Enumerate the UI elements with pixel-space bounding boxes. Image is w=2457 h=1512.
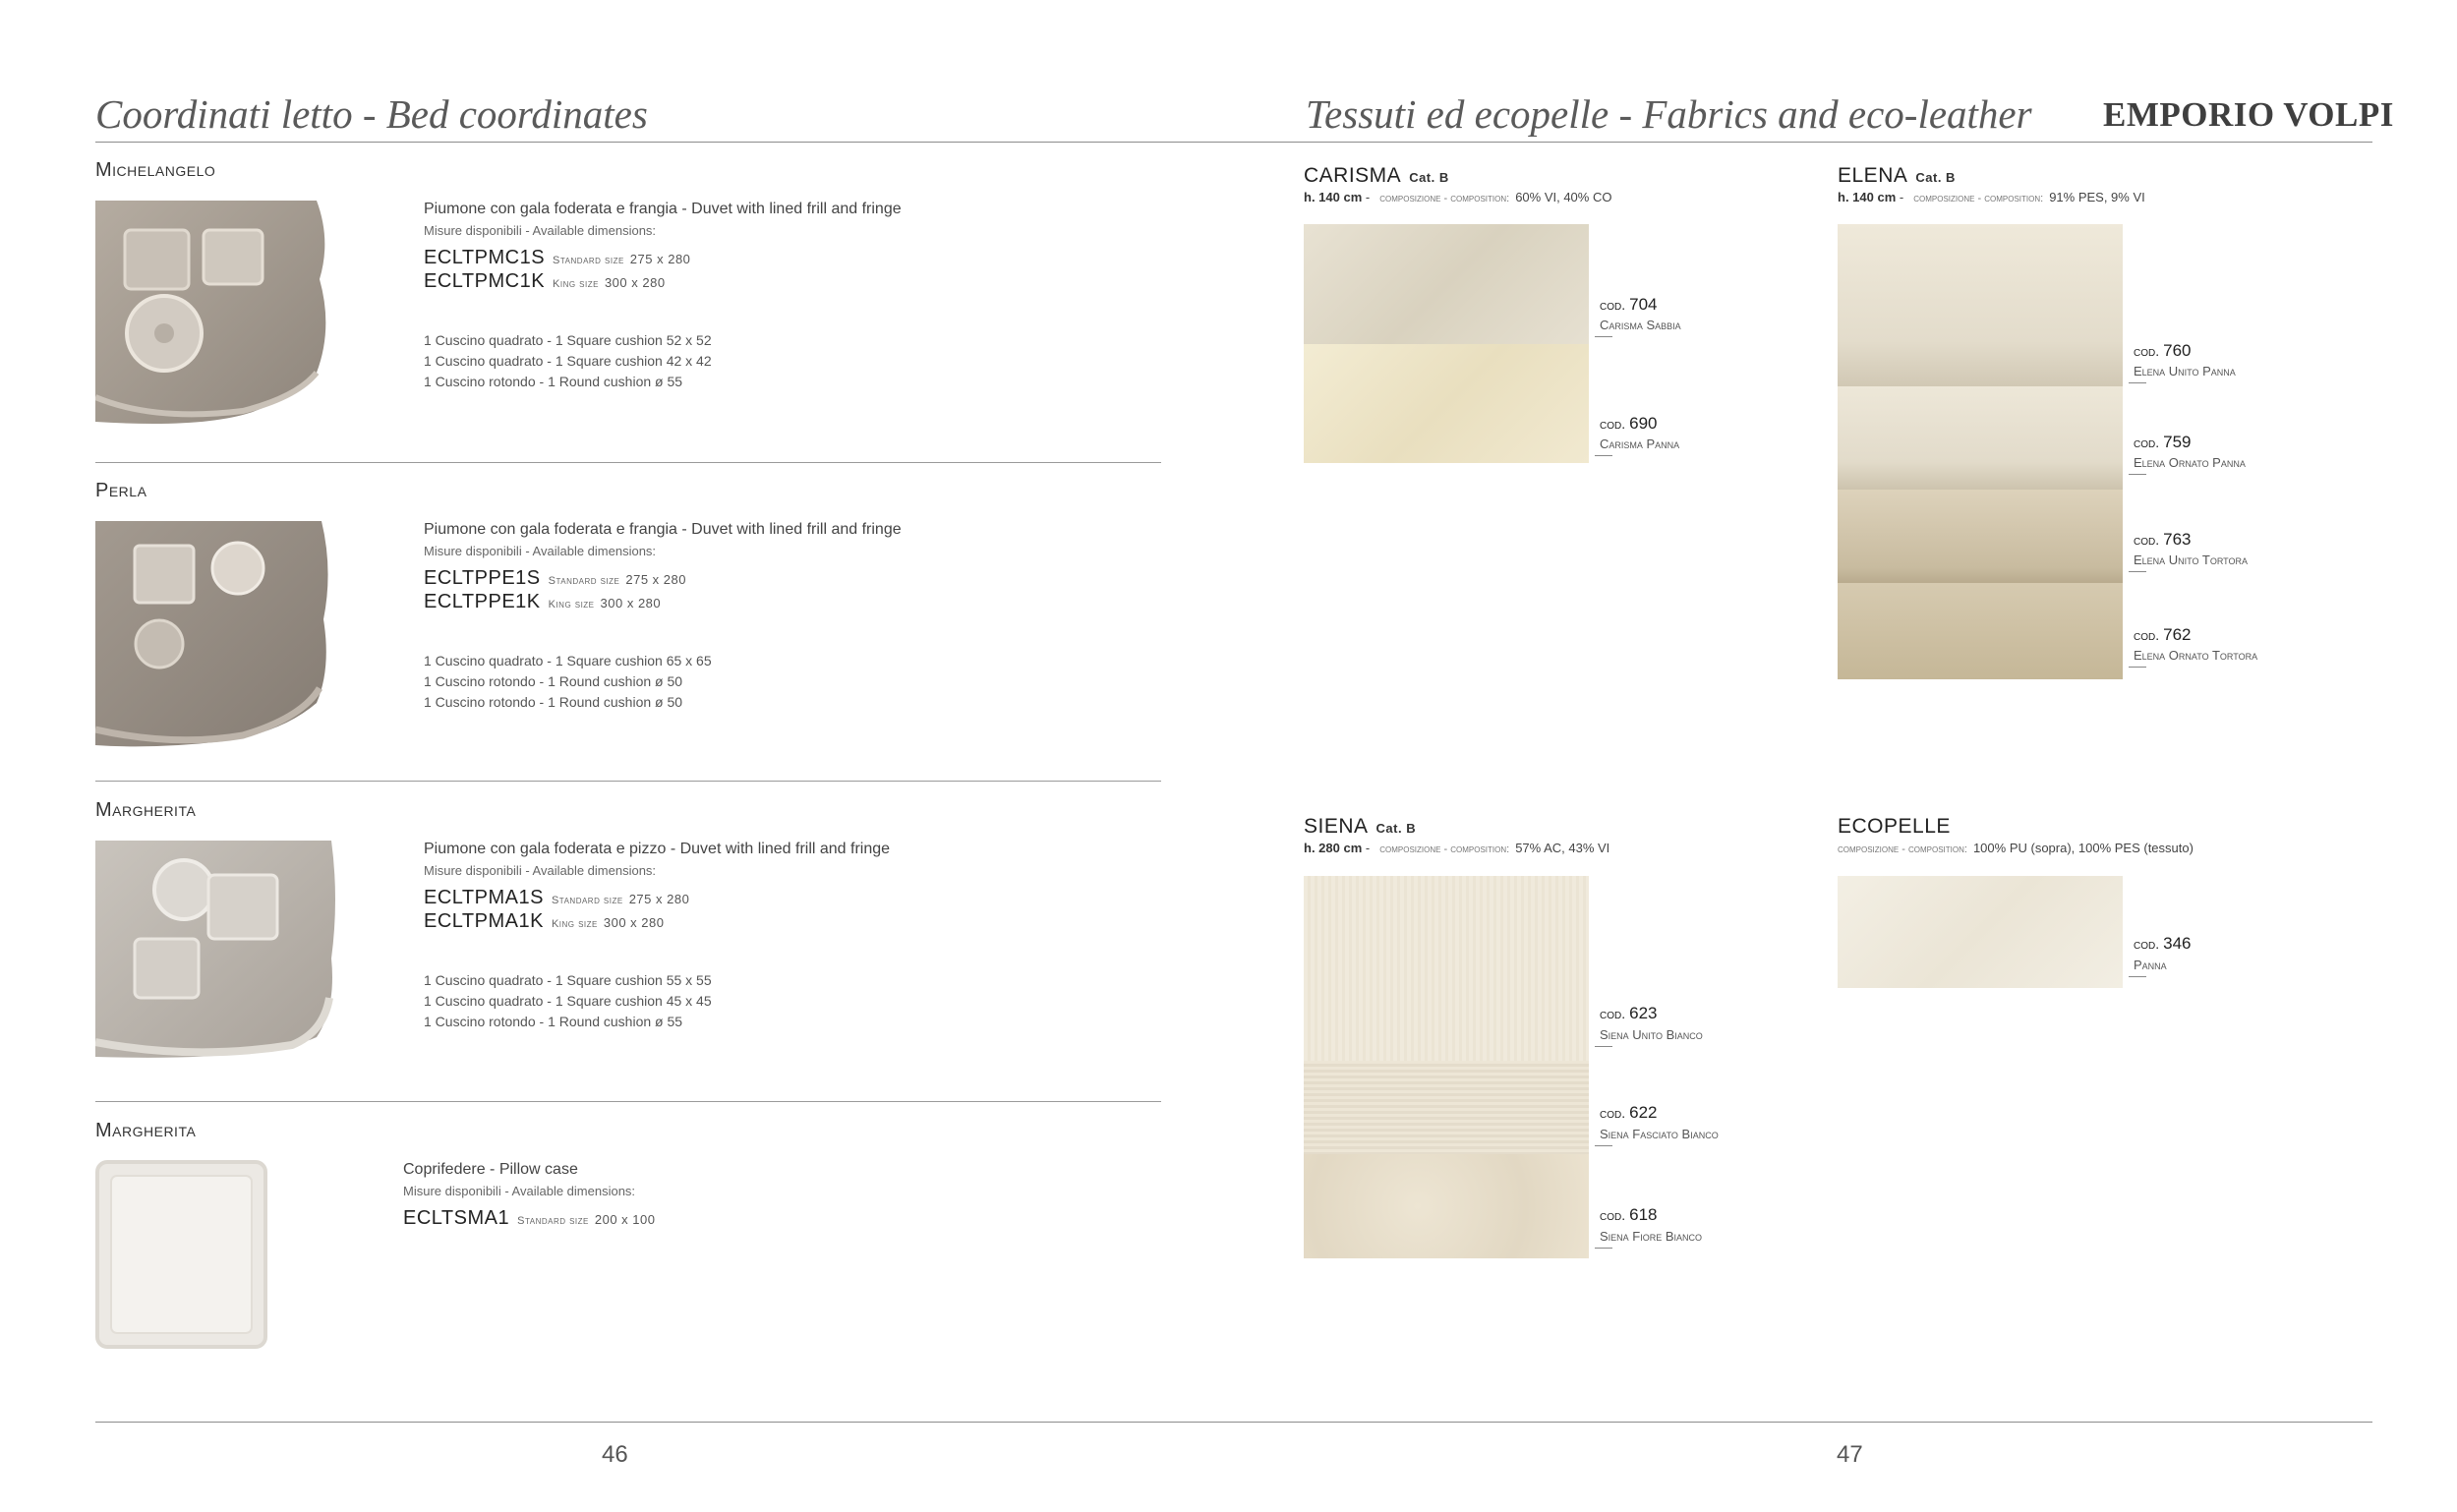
size-value: 300 x 280 (603, 915, 665, 930)
cod-number: 346 (2163, 934, 2192, 953)
swatch-tick (1595, 1145, 1612, 1146)
swatch-tick (1595, 336, 1612, 337)
fabric-title-elena (1838, 164, 1956, 188)
fabric-title-carisma (1304, 164, 1449, 188)
product-code: ECLTSMA1 (403, 1207, 510, 1229)
available-dimensions-label: Misure disponibili - Available dimensions: (424, 863, 657, 878)
product-desc-pillowcase: Coprifedere - Pillow case (403, 1161, 578, 1178)
swatch-name: Panna (2134, 958, 2167, 972)
cod-number: 760 (2163, 341, 2192, 360)
cod-label: cod. (2134, 936, 2160, 952)
cushion-item: 1 Cuscino quadrato - 1 Square cushion 55 x 55 (424, 972, 712, 988)
swatch-code (1600, 414, 1658, 434)
fabric-name: ECOPELLE (1838, 815, 1951, 838)
swatch-name: Elena Ornato Panna (2134, 455, 2246, 470)
product-code: ECLTPPE1S (424, 567, 541, 589)
swatch-tick (2129, 976, 2146, 977)
swatch-code (2134, 530, 2192, 550)
section-divider (95, 1101, 1161, 1102)
fabric-sep: - (1365, 841, 1371, 855)
cod-label: cod. (2134, 627, 2160, 643)
available-dimensions-label: Misure disponibili - Available dimensions: (403, 1184, 636, 1198)
product-code-row (424, 591, 661, 613)
composition-value: 57% AC, 43% VI (1515, 841, 1610, 855)
swatch-code (1600, 1103, 1658, 1123)
composition-value: 60% VI, 40% CO (1515, 190, 1612, 204)
composition-label: composizione - composition: (1913, 193, 2044, 204)
fabric-title-siena (1304, 815, 1416, 839)
header-rule (95, 142, 2372, 143)
product-code: ECLTPPE1K (424, 591, 541, 612)
swatch-ecopelle-346 (1838, 876, 2123, 988)
cod-number: 704 (1629, 295, 1658, 314)
product-code-row (424, 270, 666, 293)
size-label: King size (551, 918, 598, 930)
swatch-tick (1595, 1248, 1612, 1249)
swatch-code (2134, 341, 2192, 361)
cod-label: cod. (2134, 343, 2160, 359)
composition-label: composizione - composition: (1379, 843, 1510, 855)
product-code: ECLTPMC1K (424, 270, 546, 292)
product-code-row (424, 567, 686, 590)
fabric-info-siena (1304, 841, 1609, 855)
cod-label: cod. (1600, 297, 1626, 313)
product-desc-margherita: Piumone con gala foderata e pizzo - Duvet with lined frill and fringe (424, 841, 891, 857)
swatch-code (2134, 934, 2192, 954)
size-value: 300 x 280 (604, 275, 666, 290)
bedding-photo-michelangelo (95, 201, 331, 427)
section-title-margherita: Margherita (95, 799, 197, 821)
size-value: 200 x 100 (594, 1212, 656, 1227)
swatch-tick (1595, 1046, 1612, 1047)
section-title-margherita-pillowcase: Margherita (95, 1120, 197, 1141)
fabric-sep: - (1899, 190, 1904, 204)
size-value: 275 x 280 (628, 892, 690, 906)
fabric-info-elena (1838, 190, 2145, 204)
fabric-title-ecopelle (1838, 815, 1951, 839)
size-label: King size (548, 599, 595, 611)
product-desc-michelangelo: Piumone con gala foderata e frangia - Duvet with lined frill and fringe (424, 201, 902, 217)
swatch-name: Siena Fasciato Bianco (1600, 1127, 1719, 1141)
size-label: Standard size (551, 895, 623, 906)
cod-label: cod. (2134, 532, 2160, 548)
size-label: Standard size (548, 575, 620, 587)
cod-number: 762 (2163, 625, 2192, 644)
product-code-row (424, 887, 689, 909)
left-page-title: Coordinati letto - Bed coordinates (95, 91, 648, 137)
available-dimensions-label: Misure disponibili - Available dimensions: (424, 223, 657, 238)
cushion-list (424, 970, 712, 1032)
bedding-photo-margherita (95, 841, 336, 1062)
cushion-item: 1 Cuscino rotondo - 1 Round cushion ø 55 (424, 374, 683, 389)
cod-label: cod. (1600, 1207, 1626, 1223)
composition-label: composizione - composition: (1838, 843, 1967, 855)
brand-logo: EMPORIO VOLPI (2103, 95, 2394, 134)
footer-rule (95, 1422, 2372, 1423)
swatch-siena-618 (1304, 1154, 1589, 1258)
page-number-left: 46 (602, 1441, 628, 1468)
fabric-sep: - (1365, 190, 1371, 204)
section-divider (95, 462, 1161, 463)
size-label: King size (553, 278, 599, 290)
product-code-row (424, 247, 690, 269)
swatch-tick (2129, 382, 2146, 383)
cod-number: 618 (1629, 1205, 1658, 1224)
size-value: 275 x 280 (625, 572, 686, 587)
available-dimensions-label: Misure disponibili - Available dimensions: (424, 544, 657, 558)
swatch-code (1600, 1004, 1658, 1023)
fabric-category: Cat. B (1915, 170, 1956, 185)
size-value: 275 x 280 (629, 252, 691, 266)
cushion-item: 1 Cuscino rotondo - 1 Round cushion ø 50 (424, 673, 683, 689)
swatch-name: Siena Fiore Bianco (1600, 1229, 1703, 1244)
swatch-elena-762 (1838, 583, 2123, 679)
cod-number: 623 (1629, 1004, 1658, 1022)
product-code-row (424, 910, 664, 933)
composition-value: 91% PES, 9% VI (2049, 190, 2145, 204)
product-code: ECLTPMA1K (424, 910, 544, 932)
swatch-name: Elena Unito Tortora (2134, 552, 2249, 567)
fabric-info-carisma (1304, 190, 1611, 204)
swatch-tick (2129, 667, 2146, 668)
cod-label: cod. (1600, 1105, 1626, 1121)
cod-number: 763 (2163, 530, 2192, 549)
swatch-code (1600, 295, 1658, 315)
cushion-list (424, 651, 712, 713)
fabric-name: CARISMA (1304, 164, 1402, 187)
swatch-code (2134, 625, 2192, 645)
page-number-right: 47 (1837, 1441, 1863, 1468)
swatch-name: Elena Unito Panna (2134, 364, 2236, 378)
swatch-elena-763-shade (1838, 490, 2123, 588)
cod-number: 622 (1629, 1103, 1658, 1122)
fabric-category: Cat. B (1409, 170, 1449, 185)
cushion-item: 1 Cuscino quadrato - 1 Square cushion 52 x 52 (424, 332, 712, 348)
swatch-tick (1595, 455, 1612, 456)
section-title-perla: Perla (95, 480, 147, 501)
fabric-name: SIENA (1304, 815, 1369, 838)
fabric-height: h. 140 cm (1838, 190, 1897, 204)
size-label: Standard size (517, 1215, 589, 1227)
product-code: ECLTPMC1S (424, 247, 546, 268)
size-label: Standard size (553, 255, 624, 266)
swatch-tick (2129, 571, 2146, 572)
product-desc-perla: Piumone con gala foderata e frangia - Duvet with lined frill and fringe (424, 521, 902, 538)
swatch-elena-759 (1838, 386, 2123, 494)
cushion-list (424, 330, 712, 392)
cod-number: 690 (1629, 414, 1658, 433)
swatch-name: Carisma Sabbia (1600, 318, 1681, 332)
cod-label: cod. (2134, 435, 2160, 450)
swatch-carisma-704 (1304, 224, 1589, 344)
fabric-height: h. 280 cm (1304, 841, 1363, 855)
product-code: ECLTPMA1S (424, 887, 544, 908)
product-code-row (403, 1207, 655, 1230)
cushion-item: 1 Cuscino quadrato - 1 Square cushion 65 x 65 (424, 653, 712, 669)
swatch-siena-622 (1304, 1061, 1589, 1154)
cod-label: cod. (1600, 416, 1626, 432)
cod-label: cod. (1600, 1006, 1626, 1021)
swatch-name: Carisma Panna (1600, 436, 1680, 451)
swatch-code (2134, 433, 2192, 452)
cod-number: 759 (2163, 433, 2192, 451)
bedding-photo-perla (95, 521, 331, 747)
right-page-title: Tessuti ed ecopelle - Fabrics and eco-leather (1306, 91, 2032, 137)
fabric-category: Cat. B (1375, 821, 1417, 836)
cushion-item: 1 Cuscino rotondo - 1 Round cushion ø 55 (424, 1014, 683, 1029)
cushion-item: 1 Cuscino quadrato - 1 Square cushion 45 x 45 (424, 993, 712, 1009)
fabric-height: h. 140 cm (1304, 190, 1363, 204)
pillowcase-photo-margherita (95, 1160, 267, 1349)
swatch-name: Siena Unito Bianco (1600, 1027, 1703, 1042)
swatch-code (1600, 1205, 1658, 1225)
swatch-siena-623 (1304, 876, 1589, 1061)
composition-label: composizione - composition: (1379, 193, 1510, 204)
swatch-name: Elena Ornato Tortora (2134, 648, 2258, 663)
swatch-tick (2129, 474, 2146, 475)
cushion-item: 1 Cuscino quadrato - 1 Square cushion 42 x 42 (424, 353, 712, 369)
fabric-info-ecopelle (1828, 841, 2194, 855)
size-value: 300 x 280 (600, 596, 662, 611)
section-divider (95, 781, 1161, 782)
swatch-carisma-690 (1304, 344, 1589, 463)
swatch-elena-760 (1838, 224, 2123, 391)
fabric-name: ELENA (1838, 164, 1908, 187)
composition-value: 100% PU (sopra), 100% PES (tessuto) (1972, 841, 2194, 855)
cushion-item: 1 Cuscino rotondo - 1 Round cushion ø 50 (424, 694, 683, 710)
section-title-michelangelo: Michelangelo (95, 159, 216, 181)
